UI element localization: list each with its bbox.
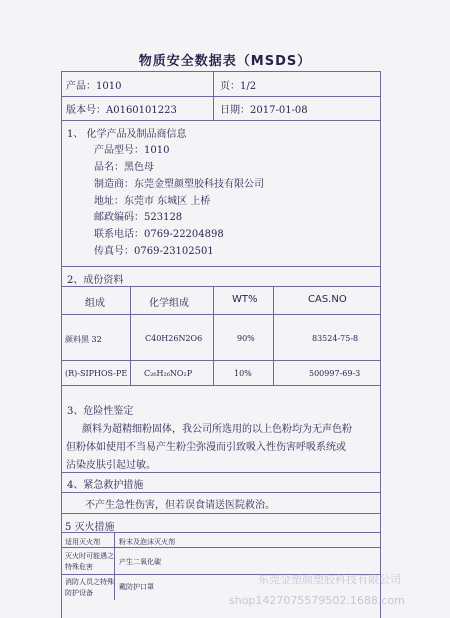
section-3-heading: 3、危险性鉴定 (67, 406, 134, 417)
product-field: 产品：1010 (66, 81, 122, 92)
version-field: 版本号：A0160101223 (66, 105, 177, 116)
table-cell: 90% (237, 334, 255, 343)
divider (62, 286, 380, 287)
divider (62, 360, 380, 361)
divider (62, 385, 380, 386)
divider (130, 286, 131, 385)
divider (62, 547, 380, 548)
divider (213, 72, 214, 120)
fire-row-label: 防护设备 (65, 589, 93, 597)
divider (213, 286, 214, 385)
fire-row-value: 产生二氧化碳 (119, 558, 161, 566)
divider (62, 266, 380, 267)
fire-row-label: 适用灭火剂 (65, 538, 100, 546)
table-cell: (R)-SIPHOS-PE (65, 369, 128, 378)
fire-row-value: 戴防护口罩 (119, 583, 154, 591)
watermark-url: shop1427075579502.1688.com (229, 594, 405, 607)
divider (62, 472, 380, 473)
table-cell: 颜料黑 32 (65, 335, 102, 344)
section-4-heading: 4、紧急救护措施 (67, 480, 144, 491)
fire-row-label: 灭火时可能遇之 (65, 552, 114, 560)
date-field: 日期：2017-01-08 (220, 105, 308, 116)
first-aid-text: 不产生急性伤害，但若误食请送医院救治。 (85, 500, 275, 511)
table-cell: C₂₆H₂₆NO₂P (144, 369, 193, 378)
divider (62, 314, 380, 315)
fire-row-value: 粉末及泡沫灭火剂 (119, 538, 175, 546)
fire-row-label: 消防人员之特殊 (65, 578, 114, 586)
fax: 传真号：0769-23102501 (94, 246, 214, 257)
divider (62, 492, 380, 493)
section-5-heading: 5 灭火措施 (65, 522, 115, 533)
page-field: 页：1/2 (220, 81, 257, 92)
section-1-heading: 1、 化学产品及制品商信息 (67, 129, 187, 140)
divider (114, 532, 115, 600)
column-header: 化学组成 (149, 298, 189, 309)
watermark-company: 东莞金塑颜塑胶科技有限公司 (258, 573, 401, 586)
hazard-text-line: 颜料为超精细粉固体，我公司所选用的以上色粉均为无声色粉 (82, 424, 352, 435)
divider (62, 513, 380, 514)
product-name: 品名：黑色母 (94, 162, 154, 173)
table-cell: 83524-75-8 (312, 334, 359, 343)
msds-sheet (61, 71, 381, 618)
table-cell: 10% (234, 369, 252, 378)
section-2-heading: 2、成份资料 (67, 275, 124, 286)
fire-row-label: 特殊危害 (65, 563, 93, 571)
product-model: 产品型号：1010 (94, 145, 170, 156)
hazard-text-line: 沾染皮肤引起过敏。 (66, 460, 156, 471)
divider (62, 96, 380, 97)
table-cell: C40H26N2O6 (145, 334, 203, 343)
column-header: CAS.NO (308, 294, 347, 305)
manufacturer: 制造商：东莞金塑颜塑胶科技有限公司 (94, 179, 264, 190)
postal-code: 邮政编码：523128 (94, 212, 183, 223)
hazard-text-line: 但粉体如使用不当易产生粉尘弥漫而引致吸入性伤害呼吸系统或 (66, 442, 346, 453)
table-cell: 500997-69-3 (309, 369, 361, 378)
address: 地址：东莞市 东城区 上桥 (94, 196, 211, 207)
phone: 联系电话：0769-22204898 (94, 229, 224, 240)
column-header: WT% (232, 294, 258, 305)
divider (273, 286, 274, 385)
column-header: 组成 (85, 298, 105, 309)
divider (62, 120, 380, 121)
document-title: 物质安全数据表（MSDS） (138, 54, 312, 69)
divider (62, 532, 380, 533)
